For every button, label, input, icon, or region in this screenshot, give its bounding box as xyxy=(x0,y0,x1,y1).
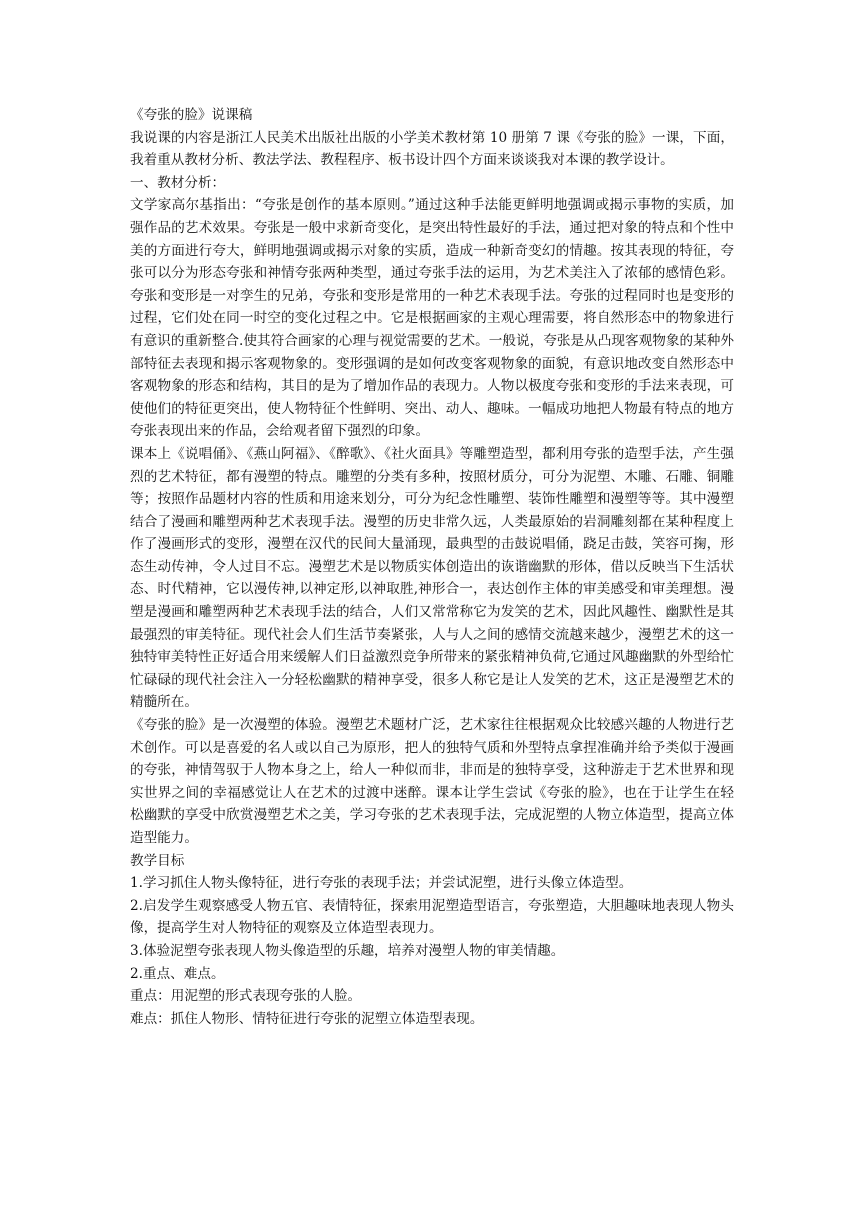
keypoint-line: 重点：用泥塑的形式表现夸张的人脸。 xyxy=(130,988,362,1005)
objective-item-1: 1.学习抓住人物头像特征，进行夸张的表现手法；并尝试泥塑，进行头像立体造型。 xyxy=(130,875,633,892)
intro-paragraph: 我说课的内容是浙江人民美术出版社出版的小学美术教材第 10 册第 7 课《夸张的脸》一课，下面，我着重从教材分析、教法学法、教程程序、板书设计四个方面来谈谈我对本课的教学设计。 xyxy=(130,129,734,169)
keypoints-heading: 2.重点、难点。 xyxy=(130,965,225,982)
paragraph-exaggeration: 文学家高尔基指出：“夸张是创作的基本原则。”通过这种手法能更鲜明地强调或揭示事物的实质，加强作品的艺术效果。夸张是一般中求新奇变化，是突出特性最好的手法，通过把对象的特点和个性中美的方面进行夸大，鲜明地强调或揭示对象的实质，造成一种新奇变幻的情趣。按其表现的特征，夸张可以分为形态夸张和神情夸张两种类型，通过夸张手法的运用，为艺术美注入了浓郁的感情色彩。夸张和变形是一对孪生的兄弟，夸张和变形是常用的一种艺术表现手法。夸张的过程同时也是变形的过程，它们处在同一时空的变化过程之中。它是根据画家的主观心理需要，将自然形态中的物象进行有意识的重新整合.使其符合画家的心理与视觉需要的艺术。一般说，夸张是从凸现客观物象的某种外部特征去表现和揭示客观物象的。变形强调的是如何改变客观物象的面貌，有意识地改变自然形态中客观物象的形态和结构，其目的是为了增加作品的表现力。人物以极度夸张和变形的手法来表现，可使他们的特征更突出，使人物特征个性鲜明、突出、动人、趣味。一幅成功地把人物最有特点的地方夸张表现出来的作品，会给观者留下强烈的印象。 xyxy=(130,197,734,440)
document-body xyxy=(130,104,734,1030)
objectives-heading: 教学目标 xyxy=(130,852,185,869)
objective-item-3: 3.体验泥塑夸张表现人物头像造型的乐趣，培养对漫塑人物的审美情趣。 xyxy=(130,942,565,959)
difficulty-line: 难点：抓住人物形、情特征进行夸张的泥塑立体造型表现。 xyxy=(130,1010,484,1027)
section-heading-material-analysis: 一、教材分析： xyxy=(130,174,226,191)
document-title: 《夸张的脸》说课稿 xyxy=(130,107,253,123)
objective-item-2: 2.启发学生观察感受人物五官、表情特征，探索用泥塑造型语言，夸张塑造，大胆趣味地表现人物头像，提高学生对人物特征的观察及立体造型表现力。 xyxy=(130,897,734,937)
paragraph-lesson-experience: 《夸张的脸》是一次漫塑的体验。漫塑艺术题材广泛，艺术家往往根据观众比较感兴趣的人物进行艺术创作。可以是喜爱的名人或以自己为原形，把人的独特气质和外型特点拿捏准确并给予类似于漫画的夸张，神情驾驭于人物本身之上，给人一种似而非，非而是的独特享受，这种游走于艺术世界和现实世界之间的幸福感觉让人在艺术的过渡中迷醉。课本让学生尝试《夸张的脸》，也在于让学生在轻松幽默的享受中欣赏漫塑艺术之美，学习夸张的艺术表现手法，完成泥塑的人物立体造型，提高立体造型能力。 xyxy=(130,717,734,846)
paragraph-caricature-sculpture: 课本上《说唱俑》、《燕山阿福》、《醉歌》、《社火面具》等雕塑造型，都利用夸张的造型手法，产生强烈的艺术特征，都有漫塑的特点。雕塑的分类有多种，按照材质分，可分为泥塑、木雕、石雕、铜雕等；按照作品题材内容的性质和用途来划分，可分为纪念性雕塑、装饰性雕塑和漫塑等等。其中漫塑结合了漫画和雕塑两种艺术表现手法。漫塑的历史非常久远，人类最原始的岩洞雕刻都在某种程度上作了漫画形式的变形，漫塑在汉代的民间大量涌现，最典型的击鼓说唱俑，跷足击鼓，笑容可掬，形态生动传神，令人过目不忘。漫塑艺术是以物质实体创造出的诙谐幽默的形体，借以反映当下生活状态、时代精神，它以漫传神,以神定形,以神取胜,神形合一，表达创作主体的审美感受和审美理想。漫塑是漫画和雕塑两种艺术表现手法的结合，人们又常常称它为发笑的艺术，因此风趣性、幽默性是其最强烈的审美特征。现代社会人们生活节奏紧张，人与人之间的感情交流越来越少，漫塑艺术的这一独特审美特性正好适合用来缓解人们日益激烈竞争所带来的紧张精神负荷,它通过风趣幽默的外型给忙忙碌碌的现代社会注入一分轻松幽默的精神享受，很多人称它是让人发笑的艺术，这正是漫塑艺术的精髓所在。 xyxy=(130,445,734,711)
